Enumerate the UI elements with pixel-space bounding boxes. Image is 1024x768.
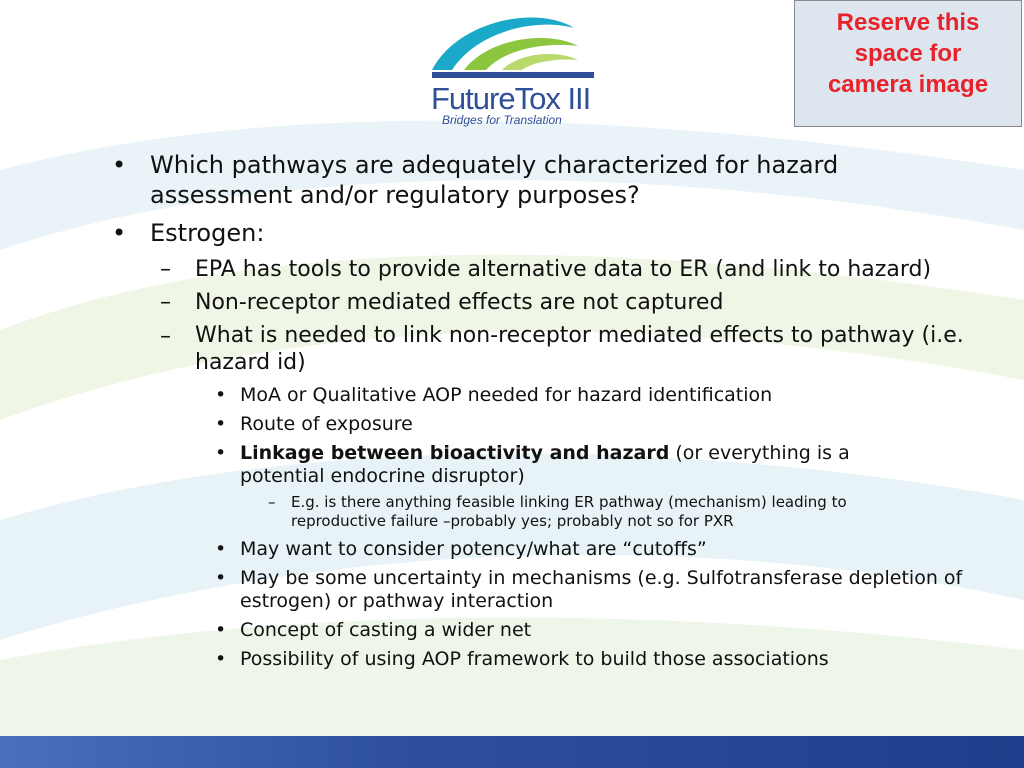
item-linkage: [240, 442, 930, 488]
bullet-estrogen: Estrogen:: [150, 219, 265, 247]
item-moa: MoA or Qualitative AOP needed for hazard identification: [240, 384, 773, 406]
bullet-marker: •: [215, 413, 227, 435]
bullet-marker: •: [215, 384, 227, 406]
sub-non-receptor: Non-receptor mediated effects are not captured: [195, 290, 724, 315]
footer-bar: [0, 736, 1024, 768]
bullet-marker: •: [215, 648, 227, 670]
logo-tagline: Bridges for Translation: [442, 113, 562, 127]
item-linkage-bold: Linkage between bioactivity and hazard: [240, 442, 670, 464]
bullet-marker: •: [215, 619, 227, 641]
logo-title: FutureTox III: [431, 81, 591, 116]
bullet-marker: •: [215, 538, 227, 560]
sub-epa-tools: EPA has tools to provide alternative data to ER (and link to hazard): [195, 257, 932, 282]
item-aop-framework: Possibility of using AOP framework to build those associations: [240, 648, 829, 670]
item-potency: May want to consider potency/what are “cutoffs”: [240, 538, 707, 560]
dash-marker: –: [160, 290, 171, 315]
bullet-pathways: Which pathways are adequately characterized for hazard assessment and/or regulatory purposes?: [150, 151, 839, 209]
sub-sub-example: E.g. is there anything feasible linking ER pathway (mechanism) leading to reproductive failure –probably yes; probably not so for PXR: [291, 493, 847, 530]
bullet-marker: •: [215, 442, 227, 464]
item-linkage-rest: (or everything is a potential endocrine disruptor): [240, 442, 850, 487]
bullet-marker: •: [112, 219, 127, 247]
bullet-marker: •: [112, 151, 127, 179]
item-uncertainty: May be some uncertainty in mechanisms (e.g. Sulfotransferase depletion of estrogen) or pathway interaction: [240, 567, 963, 612]
dash-marker: –: [160, 324, 171, 349]
sub-what-needed: What is needed to link non-receptor mediated effects to pathway (i.e. hazard id): [195, 323, 964, 375]
item-route: Route of exposure: [240, 413, 413, 435]
bullet-marker: •: [215, 567, 227, 589]
dash-marker: –: [268, 493, 276, 511]
camera-placeholder-text: Reserve this space for camera image: [827, 9, 989, 98]
item-wider-net: Concept of casting a wider net: [240, 619, 532, 641]
dash-marker: –: [160, 257, 171, 282]
